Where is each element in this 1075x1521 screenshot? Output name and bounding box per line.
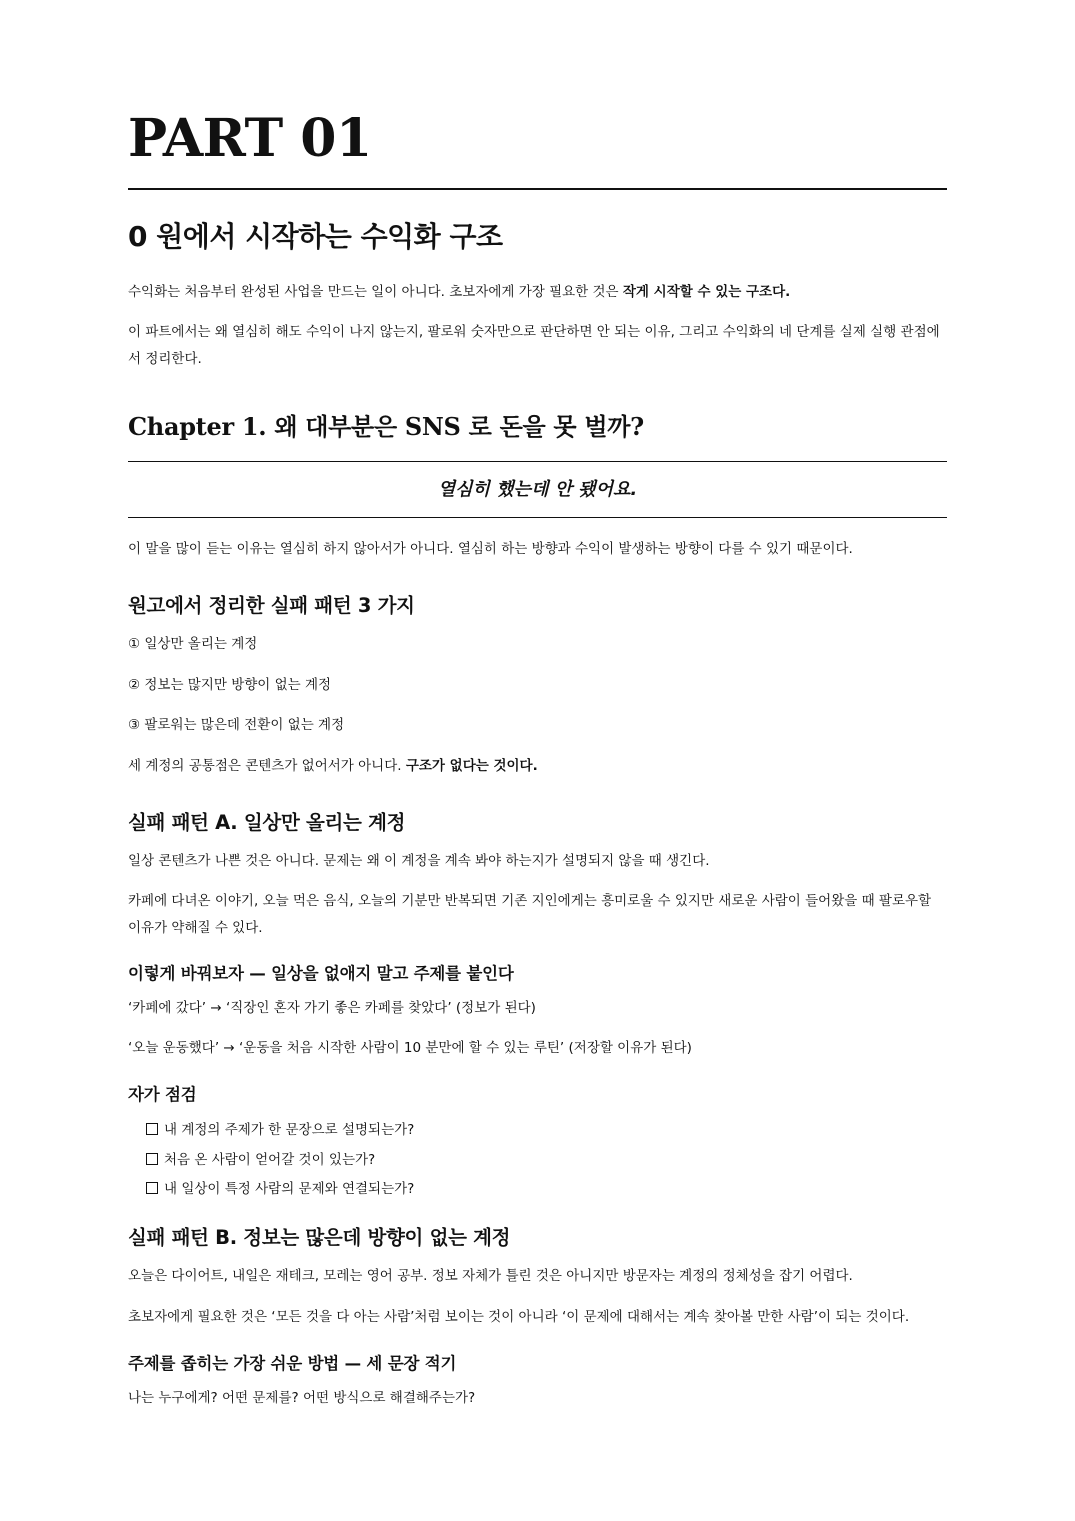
- pattern-b-focus-question: 나는 누구에게? 어떤 문제를? 어떤 방식으로 해결해주는가?: [128, 1390, 476, 1406]
- pattern-a-paragraph-2: 카페에 다녀온 이야기, 오늘 먹은 음식, 오늘의 기분만 반복되면 기존 지인에게는 흥미로울 수 있지만 새로운 사람이 들어왔을 때 팔로우할 이유가 약해질 수 있다.: [128, 893, 932, 936]
- chapter-quote: 열심히 했는데 안 됐어요.: [437, 479, 638, 500]
- pattern-b-title: 실패 패턴 B. 정보는 많은데 방향이 없는 계정: [128, 1226, 511, 1249]
- checkbox-icon: [146, 1123, 158, 1135]
- section-title: 0 원에서 시작하는 수익화 구조: [128, 220, 503, 253]
- patterns-summary: [128, 753, 947, 780]
- checkbox-icon: [146, 1153, 158, 1165]
- pattern-a-paragraph-1: 일상 콘텐츠가 나쁜 것은 아니다. 문제는 왜 이 계정을 계속 봐야 하는지가 설명되지 않을 때 생긴다.: [128, 853, 710, 869]
- section-intro-1-emphasis: 작게 시작할 수 있는 구조다.: [622, 284, 791, 300]
- pattern-b-paragraph-1: 오늘은 다이어트, 내일은 재테크, 모레는 영어 공부. 정보 자체가 틀린 것은 아니지만 방문자는 계정의 정체성을 잡기 어렵다.: [128, 1268, 853, 1284]
- pattern-item-1: ① 일상만 올리는 계정: [128, 636, 258, 652]
- section-intro-1-text: 수익화는 처음부터 완성된 사업을 만드는 일이 아니다. 초보자에게 가장 필요한 것은: [128, 284, 623, 300]
- pattern-b-focus-title: 주제를 좁히는 가장 쉬운 방법 — 세 문장 적기: [128, 1354, 457, 1373]
- patterns-title: 원고에서 정리한 실패 패턴 3 가지: [128, 594, 415, 617]
- checkbox-icon: [146, 1182, 158, 1194]
- section-intro-1: [128, 279, 947, 306]
- pattern-item-2: ② 정보는 많지만 방향이 없는 계정: [128, 677, 332, 693]
- self-check-item-2: [146, 1149, 375, 1171]
- patterns-summary-emphasis: 구조가 없다는 것이다.: [405, 758, 538, 774]
- self-check-title: 자가 점검: [128, 1085, 197, 1104]
- patterns-summary-text: 세 계정의 공통점은 콘텐츠가 없어서가 아니다.: [128, 758, 406, 774]
- chapter-title: Chapter 1. 왜 대부분은 SNS 로 돈을 못 벌까?: [128, 412, 644, 441]
- pattern-a-change-title: 이렇게 바꿔보자 — 일상을 없애지 말고 주제를 붙인다: [128, 964, 514, 983]
- self-check-item-2-text: 처음 온 사람이 얻어갈 것이 있는가?: [164, 1152, 376, 1168]
- pattern-b-paragraph-2: 초보자에게 필요한 것은 ‘모든 것을 다 아는 사람’처럼 보이는 것이 아니라 ‘이 문제에 대해서는 계속 찾아볼 만한 사람’이 되는 것이다.: [128, 1309, 910, 1325]
- pattern-item-3: ③ 팔로워는 많은데 전환이 없는 계정: [128, 717, 345, 733]
- self-check-item-1-text: 내 계정의 주제가 한 문장으로 설명되는가?: [164, 1122, 415, 1138]
- quote-explanation: 이 말을 많이 듣는 이유는 열심히 하지 않아서가 아니다. 열심히 하는 방향과 수익이 발생하는 방향이 다를 수 있기 때문이다.: [128, 541, 853, 557]
- self-check-item-3-text: 내 일상이 특정 사람의 문제와 연결되는가?: [164, 1181, 415, 1197]
- quote-bottom-rule: [128, 517, 947, 518]
- pattern-a-example-1: ‘카페에 갔다’ → ‘직장인 혼자 가기 좋은 카페를 찾았다’ (정보가 된다): [128, 1000, 536, 1016]
- part-title: PART 01: [128, 108, 372, 169]
- quote-top-rule: [128, 461, 947, 462]
- pattern-a-example-2: ‘오늘 운동했다’ → ‘운동을 처음 시작한 사람이 10 분만에 할 수 있는 루틴’ (저장할 이유가 된다): [128, 1040, 692, 1056]
- part-divider: [128, 188, 947, 190]
- section-intro-2: 이 파트에서는 왜 열심히 해도 수익이 나지 않는지, 팔로워 숫자만으로 판단하면 안 되는 이유, 그리고 수익화의 네 단계를 실제 실행 관점에서 정리한다.: [128, 324, 940, 367]
- self-check-item-3: [146, 1178, 414, 1200]
- self-check-item-1: [146, 1119, 414, 1141]
- pattern-a-title: 실패 패턴 A. 일상만 올리는 계정: [128, 811, 406, 834]
